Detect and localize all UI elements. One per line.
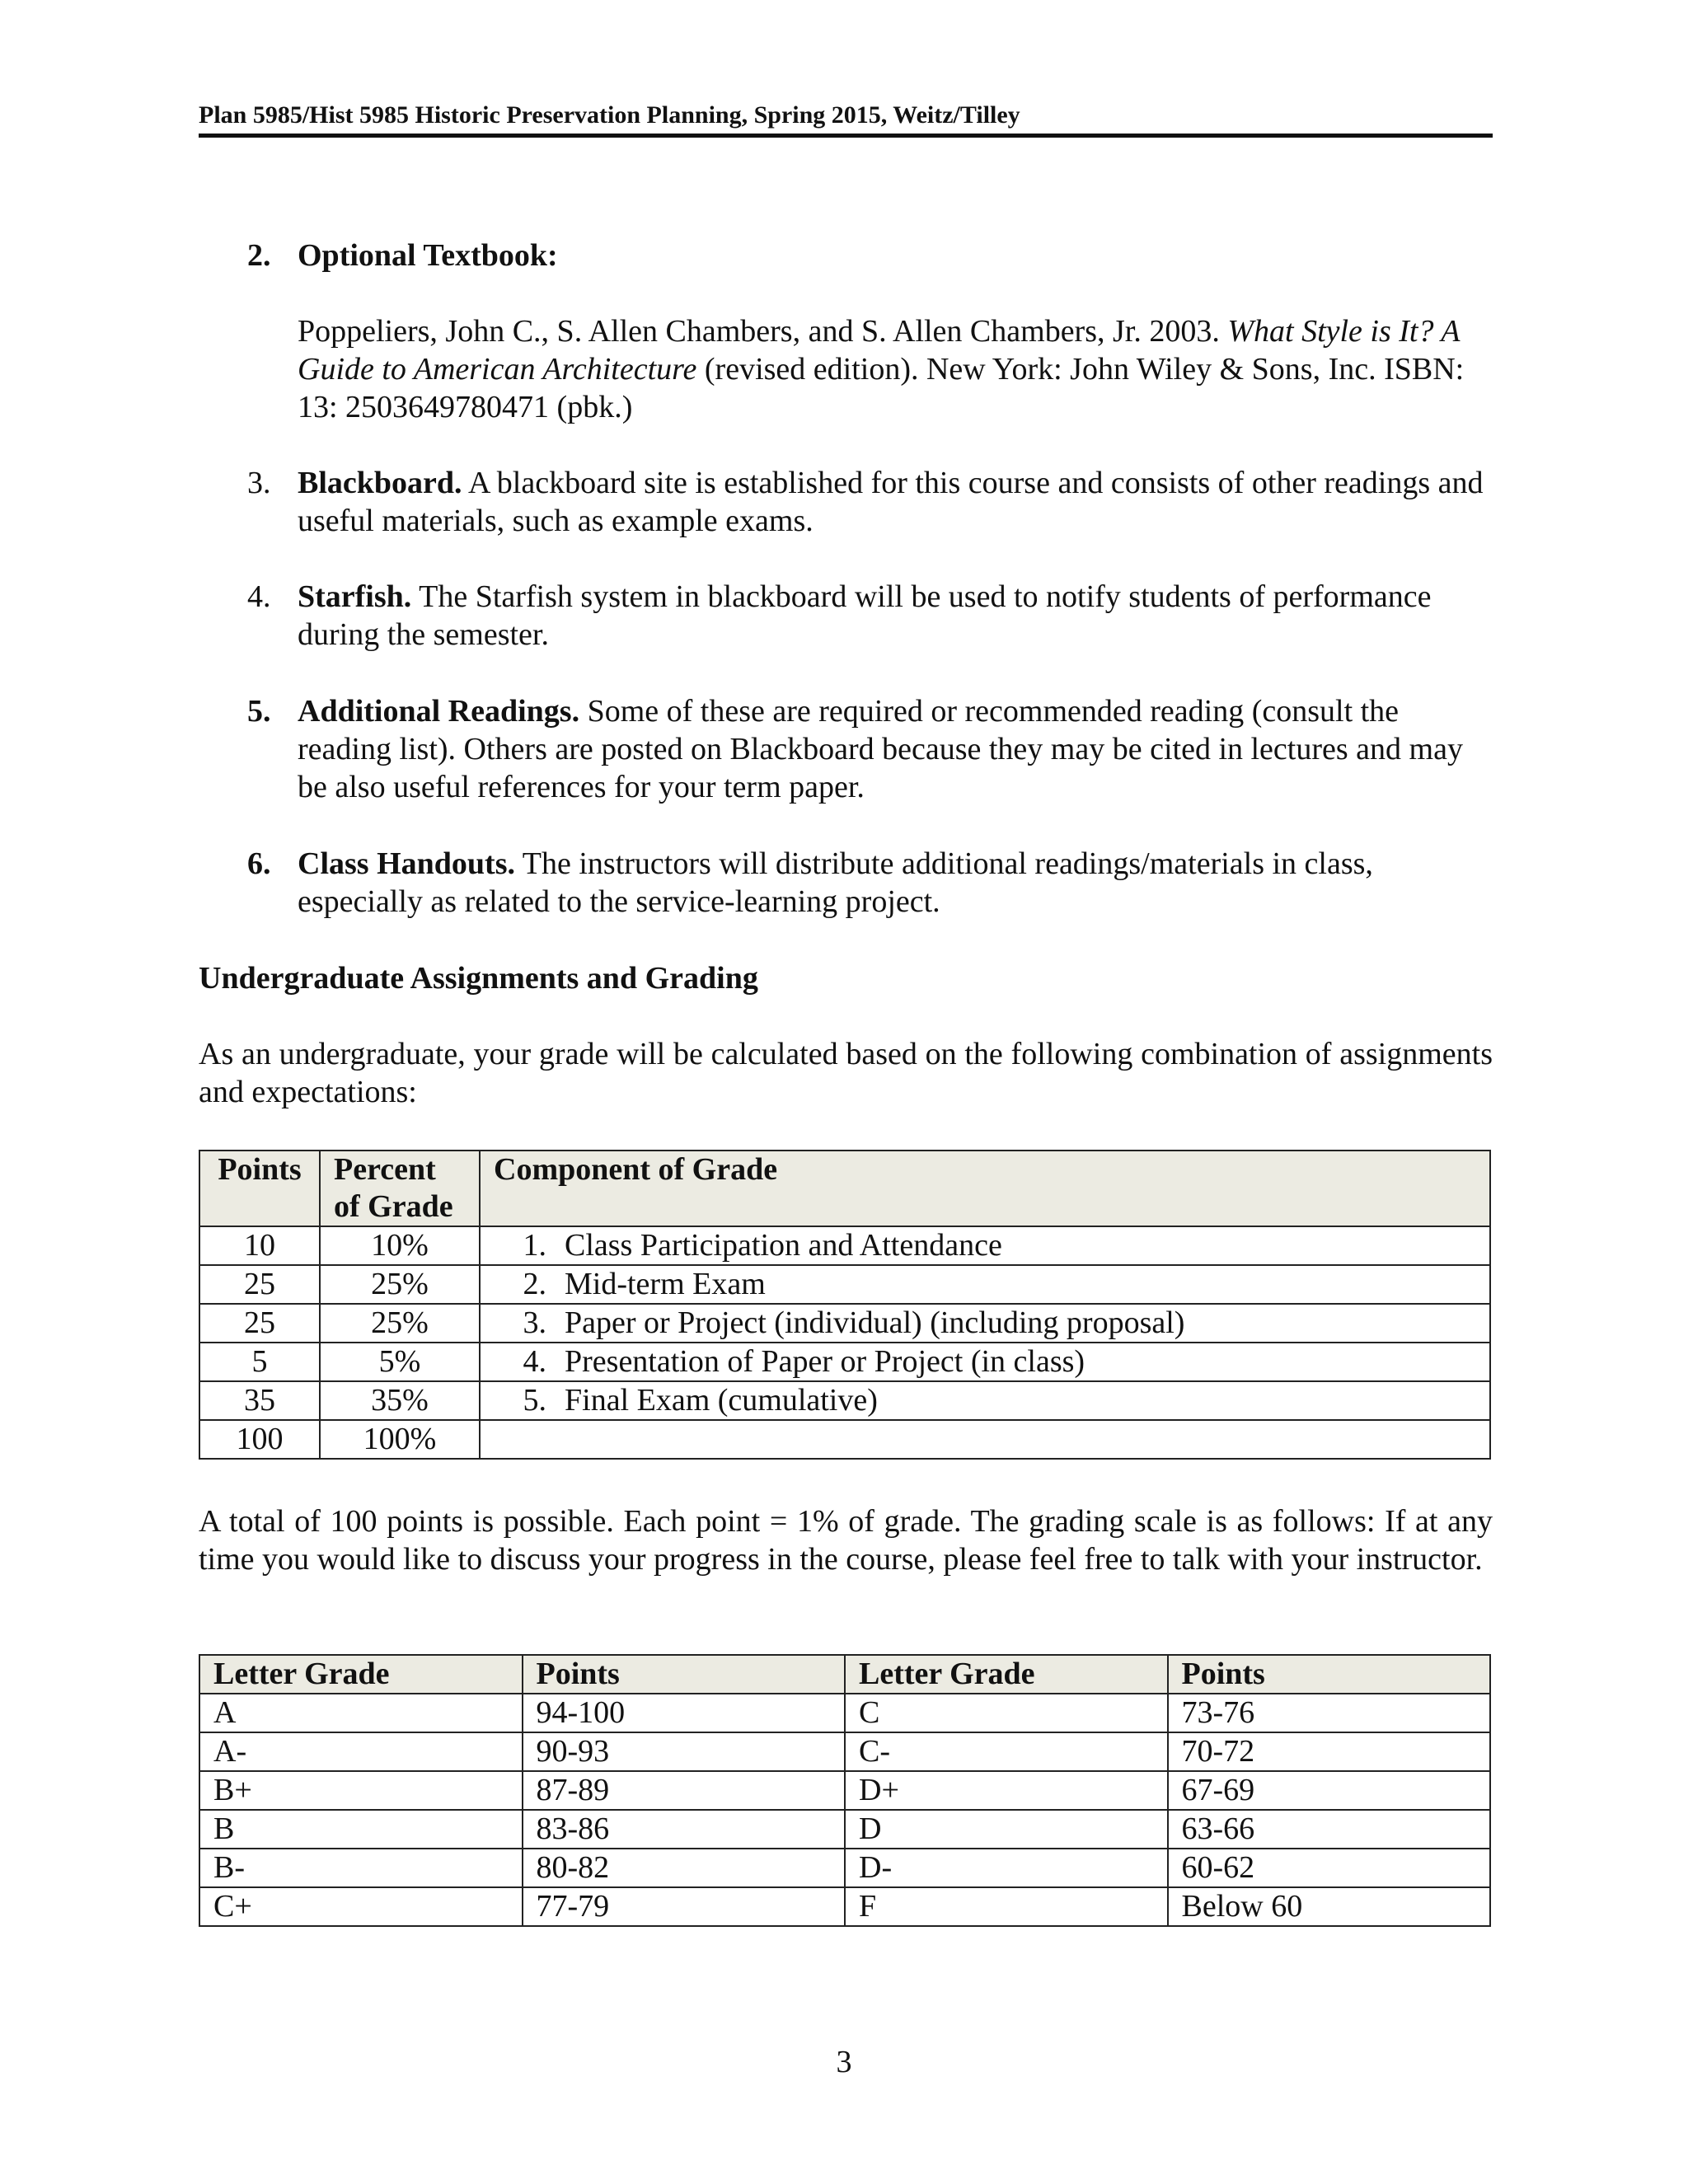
table-row: C+ 77-79 F Below 60 [199,1887,1490,1926]
item-text: The instructors will distribute additional readings/materials in class, especially as related to the service-learning project. [298,846,1373,919]
list-number: 6. [247,846,271,881]
section-heading: Undergraduate Assignments and Grading [199,961,758,996]
item-text: The Starfish system in blackboard will be used to notify students of performance during the semester. [298,579,1432,652]
running-header: Plan 5985/Hist 5985 Historic Preservation Planning, Spring 2015, Weitz/Tilley [199,99,1493,138]
table-row: A- 90-93 C- 70-72 [199,1732,1490,1771]
table-row: 35 35% 5. Final Exam (cumulative) [199,1381,1490,1420]
list-number: 5. [247,694,271,729]
intro-paragraph: As an undergraduate, your grade will be calculated based on the following combination of assignments and expectations: [199,1037,1493,1109]
list-item-starfish [199,578,1493,654]
list-item-class-handouts [199,845,1493,921]
table-row: B+ 87-89 D+ 67-69 [199,1771,1490,1810]
list-item-blackboard [199,464,1493,540]
page-number: 3 [836,2045,852,2079]
table-row: B- 80-82 D- 60-62 [199,1849,1490,1887]
col-header-letter-grade-2: Letter Grade [845,1655,1168,1694]
list-number: 3. [247,466,271,500]
list-number: 2. [247,238,271,273]
col-header-component: Component of Grade [480,1151,1490,1226]
item-text: A blackboard site is established for this course and consists of other readings and useful materials, such as example exams. [298,466,1484,538]
col-header-percent: Percent of Grade [320,1151,480,1226]
table-row: 25 25% 3. Paper or Project (individual) (including proposal) [199,1304,1490,1343]
list-number: 4. [247,579,271,614]
item-title: Additional Readings. [298,694,580,729]
item-text: Some of these are required or recommended reading (consult the reading list). Others are posted on Blackboard because they may be cited in lectures and may be also useful references for your term paper. [298,694,1463,804]
col-header-points-2: Points [1168,1655,1491,1694]
table-row: 25 25% 2. Mid-term Exam [199,1265,1490,1304]
item-title: Starfish. [298,579,412,614]
col-header-points: Points [199,1151,320,1226]
item-title: Class Handouts. [298,846,515,881]
table-row: A 94-100 C 73-76 [199,1694,1490,1732]
grade-components-table [199,1150,1491,1460]
book-title: What Style is It? A Guide to American Architecture [298,314,1460,387]
list-item-optional-textbook [199,237,1493,426]
table-row: B 83-86 D 63-66 [199,1810,1490,1849]
scale-paragraph: A total of 100 points is possible. Each point = 1% of grade. The grading scale is as follows: If at any time you would like to discuss your progress in the course, please feel free to talk with your instructor. [199,1504,1493,1577]
table-row: 5 5% 4. Presentation of Paper or Project (in class) [199,1343,1490,1381]
table-row: 10 10% 1. Class Participation and Attendance [199,1226,1490,1265]
item-title: Optional Textbook: [298,238,558,273]
list-item-additional-readings [199,692,1493,806]
col-header-points: Points [523,1655,846,1694]
col-header-letter-grade: Letter Grade [199,1655,523,1694]
grading-scale-table [199,1654,1491,1927]
textbook-citation: Poppeliers, John C., S. Allen Chambers, and S. Allen Chambers, Jr. 2003. What Style is It? A Guide to American Architecture (revised edition). New York: John Wiley & Sons, Inc. ISBN: 13: 2503649780471 (pbk.) [298,314,1465,424]
table-row-total: 100 100% [199,1420,1490,1459]
item-title: Blackboard. [298,466,462,500]
